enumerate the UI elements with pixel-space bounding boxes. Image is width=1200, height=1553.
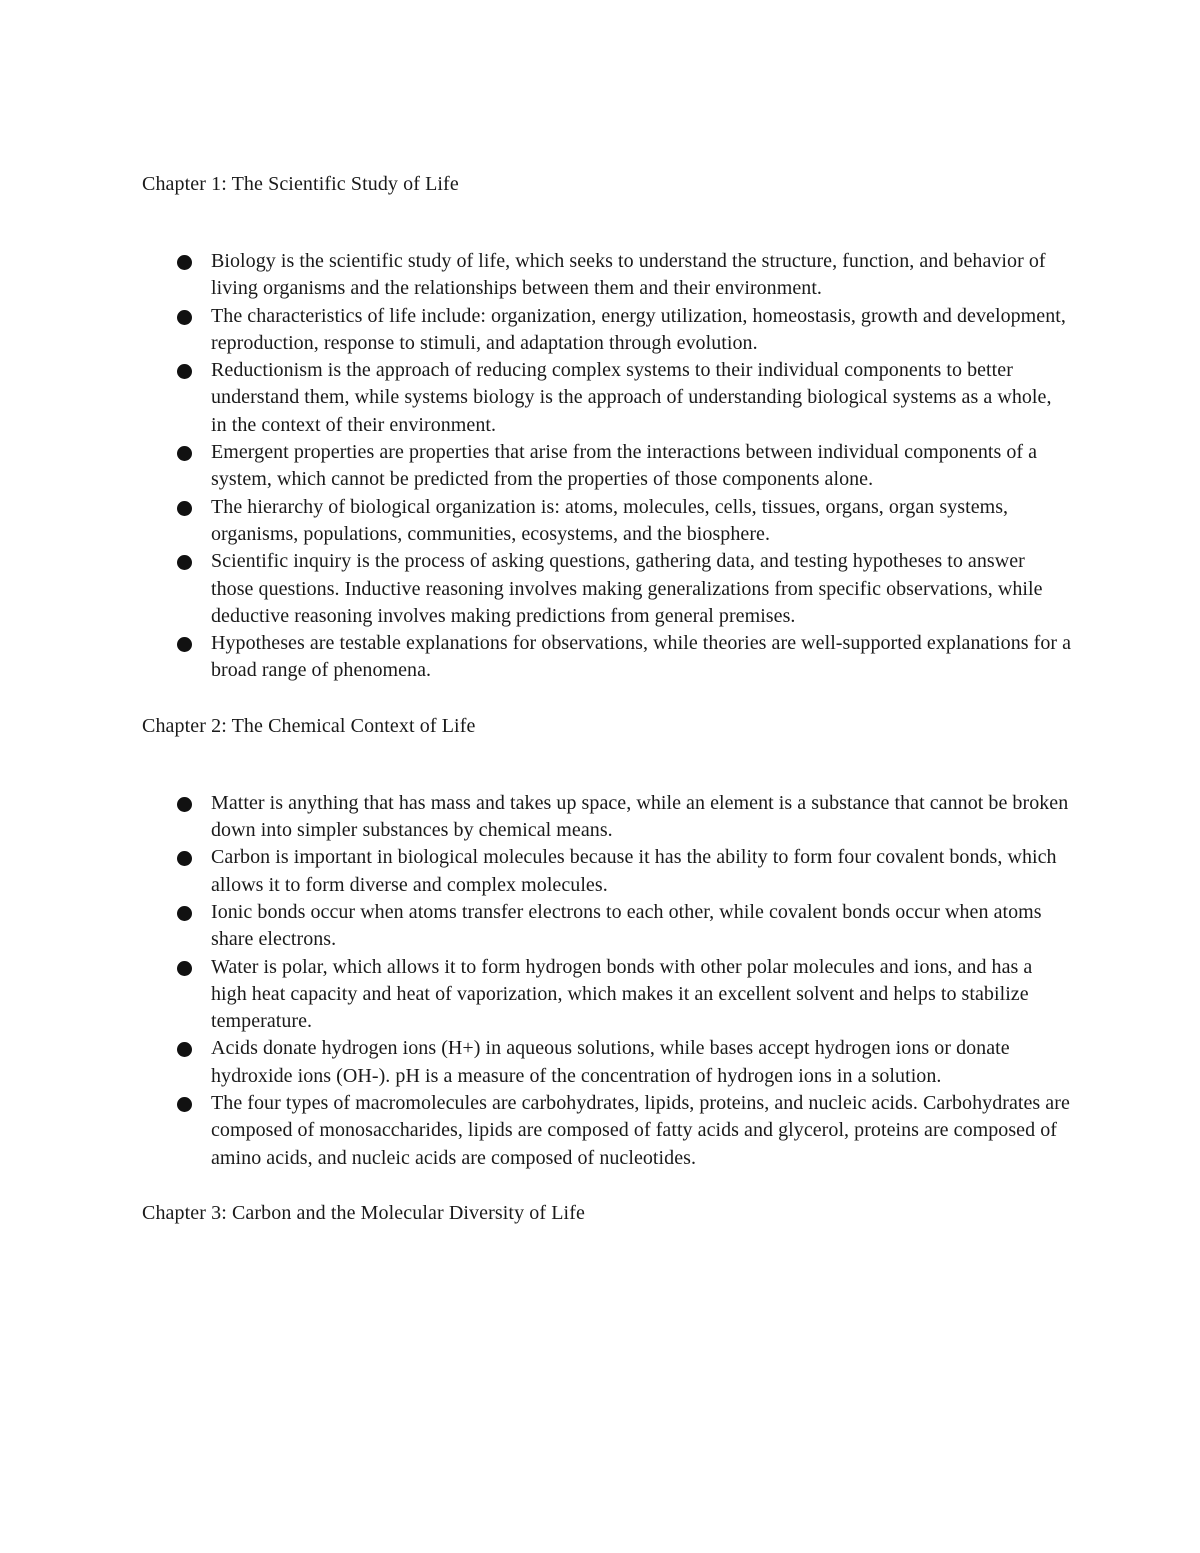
list-item-text: Ionic bonds occur when atoms transfer electrons to each other, while covalent bonds occur when atoms share electrons. [211,900,1042,951]
list-item-text: Biology is the scientific study of life, which seeks to understand the structure, function, and behavior of living organisms and the relationships between them and their environment. [211,250,1046,300]
bullet-icon [177,1097,192,1112]
list-item [142,1035,1072,1090]
bullet-icon [177,637,192,652]
list-item [142,494,1072,549]
bullet-icon [177,255,192,270]
bullet-icon [177,1042,192,1057]
bullet-icon [177,906,192,921]
bullet-icon [177,961,192,976]
bullet-icon [177,851,192,866]
list-item [142,248,1072,303]
list-item-text: The characteristics of life include: organization, energy utilization, homeostasis, growth and development, reproduction, response to stimuli, and adaptation through evolution. [211,304,1066,354]
bullet-list [142,248,1072,685]
bullet-list [142,790,1072,1172]
list-item-text: The hierarchy of biological organization is: atoms, molecules, cells, tissues, organs, organ systems, organisms, populations, communities, ecosystems, and the biosphere. [211,495,1009,545]
bullet-icon [177,555,192,570]
list-item [142,790,1072,845]
bullet-icon [177,310,192,325]
chapter-heading: Chapter 1: The Scientific Study of Life [142,173,459,195]
list-item-text: Carbon is important in biological molecules because it has the ability to form four covalent bonds, which allows it to form diverse and complex molecules. [211,846,1057,896]
list-item [142,303,1072,358]
list-item-text: Water is polar, which allows it to form hydrogen bonds with other polar molecules and ions, and has a high heat capacity and heat of vaporization, which makes it an excellent solvent and helps to stabilize temperature. [211,955,1033,1033]
bullet-icon [177,364,192,379]
list-item [142,357,1072,439]
chapter-heading: Chapter 2: The Chemical Context of Life [142,714,476,737]
list-item [142,630,1072,685]
document-body [142,170,1072,1227]
list-item-text: Emergent properties are properties that arise from the interactions between individual components of a system, which cannot be predicted from the properties of those components alone. [211,441,1038,491]
bullet-icon [177,501,192,516]
list-item [142,899,1072,954]
list-item [142,439,1072,494]
list-item [142,954,1072,1036]
list-item-text: Reductionism is the approach of reducing complex systems to their individual components to better understand them, while systems biology is the approach of understanding biological systems as a whole, in the context of their environment. [211,359,1052,436]
list-item [142,548,1072,630]
list-item-text: The four types of macromolecules are carbohydrates, lipids, proteins, and nucleic acids. Carbohydrates are composed of monosaccharides, lipids are composed of fatty acids and glycerol, proteins are composed of amino acids, and nucleic acids are composed of nucleotides. [211,1092,1070,1169]
list-item [142,844,1072,899]
chapter-heading: Chapter 3: Carbon and the Molecular Diversity of Life [142,1201,585,1224]
bullet-icon [177,797,192,812]
list-item [142,1090,1072,1172]
bullet-icon [177,446,192,461]
list-item-text: Hypotheses are testable explanations for observations, while theories are well-supported explanations for a broad range of phenomena. [211,632,1072,682]
list-item-text: Scientific inquiry is the process of asking questions, gathering data, and testing hypotheses to answer those questions. Inductive reasoning involves making generalizations from specific observations, while deductive reasoning involves making predictions from general premises. [211,550,1043,627]
list-item-text: Acids donate hydrogen ions (H+) in aqueous solutions, while bases accept hydrogen ions or donate hydroxide ions (OH-). pH is a measure of the concentration of hydrogen ions in a solution. [211,1037,1010,1087]
list-item-text: Matter is anything that has mass and takes up space, while an element is a substance that cannot be broken down into simpler substances by chemical means. [211,791,1069,842]
